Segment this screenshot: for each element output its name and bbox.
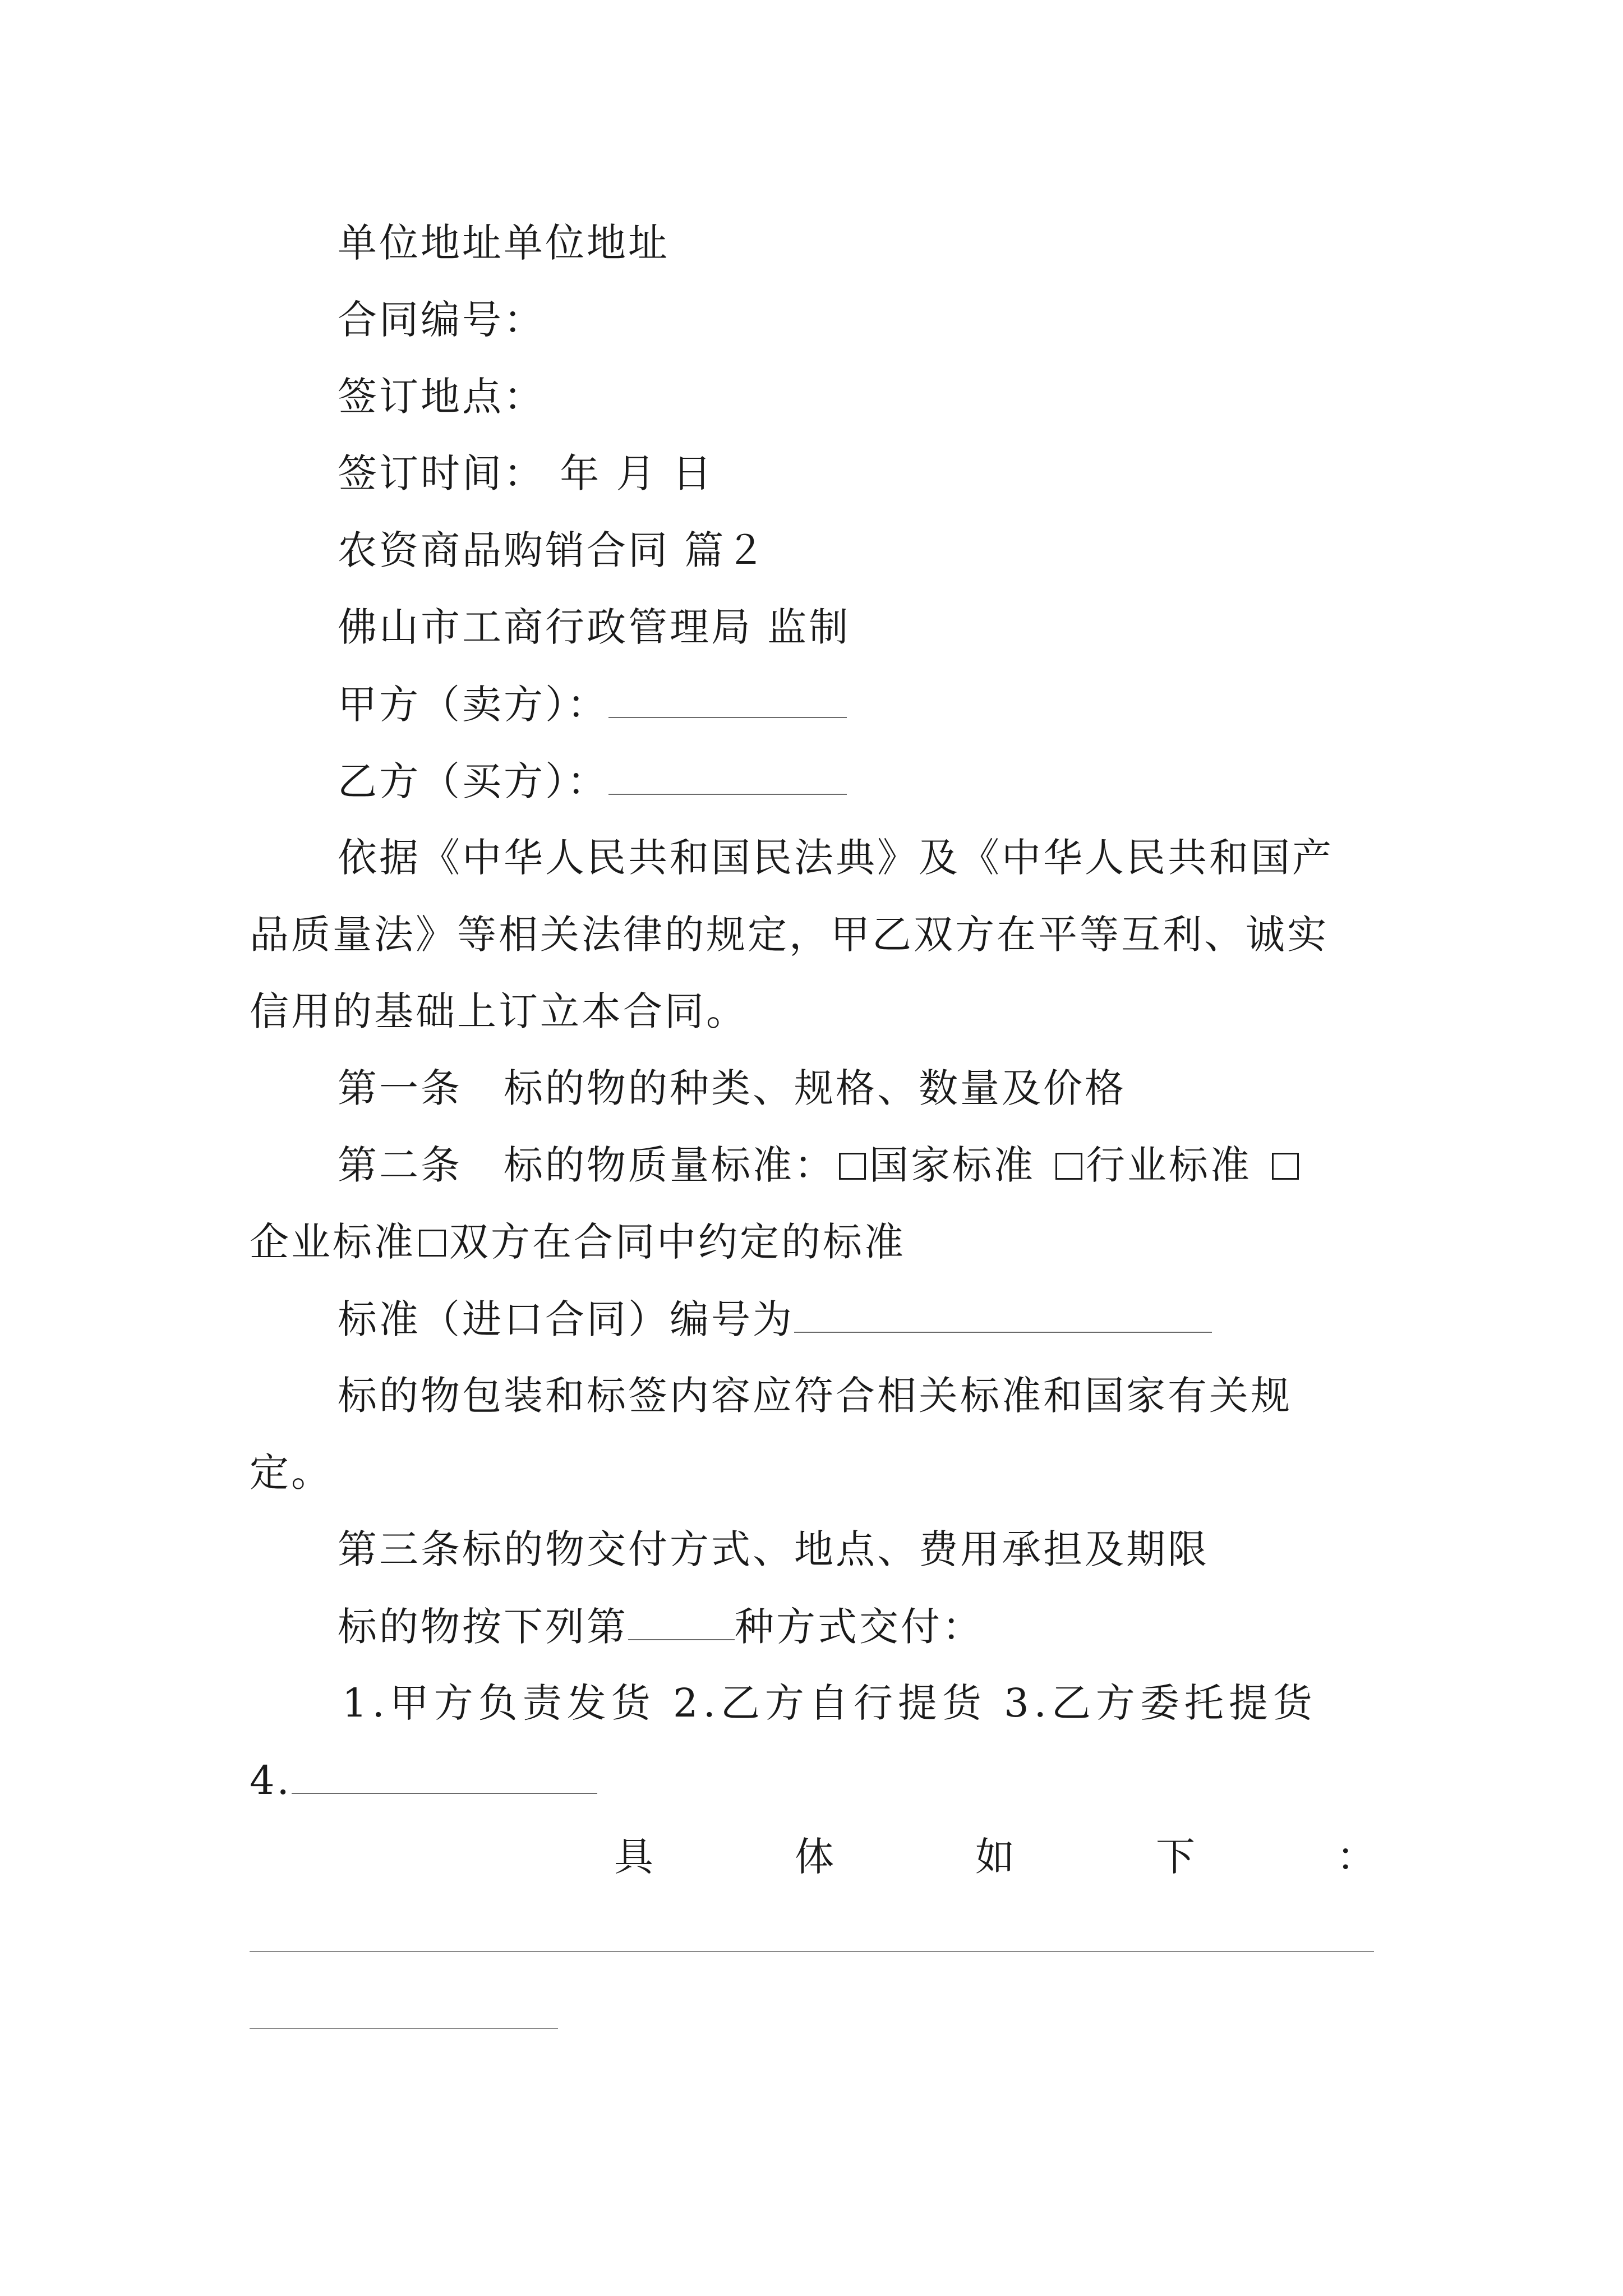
national-standard-label: 国家标准 [869,1142,1035,1188]
standard-number-label: 标准（进口合同）编号为 [338,1296,794,1342]
sign-place-line: 签订地点： [338,374,545,420]
article-3-line: 第三条标的物交付方式、地点、费用承担及期限 [338,1526,1209,1572]
article-2-label: 第二条 标的物质量标准： [338,1142,836,1188]
basis-line-2: 品质量法》等相关法律的规定，甲乙双方在平等互利、诚实 [250,912,1329,958]
agreed-standard-checkbox[interactable] [419,1230,446,1257]
delivery-option-4-label: 4. [250,1757,292,1803]
article-2-line [338,1142,1302,1188]
delivery-method-prefix: 标的物按下列第 [338,1604,628,1650]
details-char-1: 具 [614,1834,656,1880]
delivery-options-line: 1.甲方负责发货 2.乙方自行提货 3.乙方委托提货 [342,1680,1317,1726]
party-b-label: 乙方（买方）： [338,758,608,804]
party-b-line [338,758,847,804]
supervisor-line: 佛山市工商行政管理局 监制 [338,604,851,650]
enterprise-standard-checkbox[interactable] [1272,1153,1299,1180]
party-a-line [338,682,847,728]
sign-time-line: 签订时间： 年 月 日 [338,450,714,496]
packaging-line-1: 标的物包装和标签内容应符合相关标准和国家有关规 [338,1373,1292,1419]
party-b-blank[interactable] [608,761,847,795]
details-blank-line-2[interactable] [250,2028,558,2029]
details-char-5: ： [1336,1834,1378,1880]
delivery-method-line [338,1604,984,1650]
agreed-standard-label: 双方在合同中约定的标准 [449,1219,906,1265]
details-char-2: 体 [795,1834,836,1880]
article-2-line-2 [250,1219,906,1265]
delivery-method-suffix: 种方式交付： [735,1604,984,1650]
unit-address-line: 单位地址单位地址 [338,220,670,266]
contract-title-line: 农资商品购销合同 篇２ [338,527,768,573]
contract-number-line: 合同编号： [338,297,545,343]
party-a-blank[interactable] [608,684,847,718]
delivery-option-4-line [250,1757,597,1803]
article-1-line: 第一条 标的物的种类、规格、数量及价格 [338,1065,1126,1111]
national-standard-checkbox[interactable] [839,1153,866,1180]
packaging-line-2: 定。 [250,1450,333,1496]
details-blank-line-1[interactable] [250,1951,1374,1952]
industry-standard-label: 行业标准 [1086,1142,1252,1188]
industry-standard-checkbox[interactable] [1055,1153,1082,1180]
basis-line-1: 依据《中华人民共和国民法典》及《中华人民共和国产 [338,835,1334,881]
delivery-option-4-blank[interactable] [292,1760,597,1794]
standard-number-blank[interactable] [794,1299,1212,1333]
standard-number-line [338,1296,1212,1342]
details-char-3: 如 [975,1834,1017,1880]
enterprise-standard-label: 企业标准 [250,1219,416,1265]
details-char-4: 下 [1156,1834,1197,1880]
basis-line-3: 信用的基础上订立本合同。 [250,988,748,1034]
party-a-label: 甲方（卖方）： [338,682,608,728]
delivery-method-blank[interactable] [628,1607,735,1640]
